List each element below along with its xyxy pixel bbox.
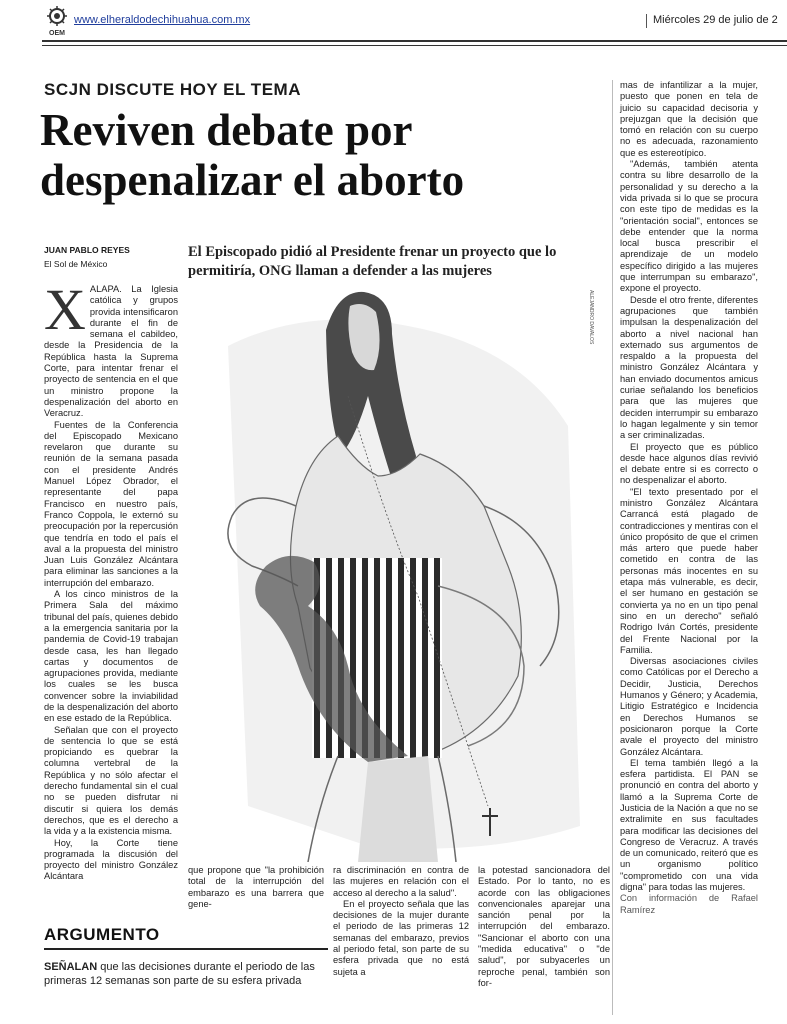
byline-outlet: El Sol de México — [44, 259, 108, 269]
paragraph: "El texto presentado por el ministro González Alcántara Carrancá está plagado de contradicciones y mentiras con el único propósito de que el crimen más artero que puede haber cometido en contra de las personas más inocentes en su etapa más vulnerable, es decir, el ser humano en gestación se convierta ya no en un tipo penal sino en un derecho" señaló Rodrigo Iván Cortés, presidente del Frente Nacional por la Familia. — [620, 486, 758, 655]
paragraph: "Además, también atenta contra su libre desarrollo de la personalidad y su derecho a la vida privada si lo que se procura con este tipo de medidas es la "orientación social", entonces se debe entender que la norma local busca prescribir el aprendizaje de un modelo específico dirigido a las mujeres que interrumpan su embarazo", expone el proyecto. — [620, 159, 758, 294]
argument-lead: SEÑALAN — [44, 961, 98, 973]
site-url-link[interactable]: www.elheraldodechihuahua.com.mx — [74, 14, 251, 26]
svg-text:OEM: OEM — [49, 30, 65, 36]
paragraph: Desde el otro frente, diferentes agrupaciones que también impulsan la despenalización del aborto a nivel nacional han externado sus argumentos de respaldo a la propuesta del ministro González Alcántara y han enviado documentos amicus curiae señalando los beneficios para que las mujeres que deciden interrumpir su embarazo lo hagan legalmente y sin temor a ser criminalizadas. — [620, 294, 758, 441]
paragraph: El tema también llegó a la esfera partidista. El PAN se pronunció en contra del aborto y llamó a la Suprema Corte de Justicia de la Nación a que no se extralimite en sus facultades para modificar las decisiones del Congreso de Veracruz. A través de un comunicado, reiteró que es un organismo político "comprometido con una vida digna" para todas las mujeres. — [620, 757, 758, 893]
paragraph: Fuentes de la Conferencia del Episcopado Mexicano revelaron que durante su reunión de la semana pasada con el presidente Andrés Manuel López Obrador, el representante del papa Francisco en nuestro país, Franco Coppola, le externó su preocupación por la repercusión que tendría en todo el país el aval a la propuesta del ministro Juan Luis González Alcántara para eliminar las sanciones a la interrupción del embarazo. — [44, 419, 178, 588]
paragraph: mas de infantilizar a la mujer, puesto que ponen en tela de juicio su capacidad decisoria y prejuzgan que la decisión que tomó en relación con su cuerpo no es adecuada, razonamiento que es estereotípico. — [620, 80, 758, 158]
article-deck: El Episcopado pidió al Presidente frenar un proyecto que lo permitiría, ONG llaman a defender a las mujeres — [188, 244, 557, 279]
paragraph: ALAPA. La Iglesia católica y grupos provida intensificaron durante el fin de semana el cabildeo, desde la Presidencia de la República hasta la Suprema Corte, para intentar frenar el proyecto de sentencia en el que un ministro propone la despenalización del aborto en Veracruz. — [44, 284, 178, 419]
contributor-credit: Con información de Rafael Ramírez — [620, 893, 758, 915]
oem-logo — [44, 6, 70, 36]
paragraph: A los cinco ministros de la Primera Sala del máximo tribunal del país, quienes debido a la emergencia sanitaria por la pandemia de Covid-19 trabajan desde casa, les han llegado cartas y documentos de agrupaciones provida, mediante los cuales se les busca convencer sobre la inviabilidad de la despenalización del aborto en ese estado de la República. — [44, 589, 178, 724]
column-divider — [612, 80, 613, 1015]
argument-rule — [44, 948, 328, 950]
paragraph: En el proyecto señala que las decisiones de la mujer durante el periodo de las primeras 12 semanas del embarazo, previos al periodo fetal, son parte de su esfera privada que no está sujeta a — [333, 898, 469, 977]
header-rule-top — [42, 40, 787, 42]
argument-body: que las decisiones durante el periodo de las primeras 12 semanas son parte de su esfera privada — [44, 961, 315, 987]
paragraph: Diversas asociaciones civiles como Católicas por el Derecho a Decidir, Justicia, Derechos Humanos y Género; y Academia, Litigio Estratégico e Incidencia en Derechos Humanos se posicionaron porque la Corte avale el proyecto del ministro González Alcántara. — [620, 656, 758, 757]
paragraph: ra discriminación en contra de las mujeres en relación con el acceso al derecho a la salud". — [333, 865, 469, 898]
article-column-3 — [333, 865, 469, 978]
illustration-credit: ALEJANDRO DAVALOS — [588, 290, 594, 345]
page-header — [0, 0, 787, 40]
byline-author: JUAN PABLO REYES — [44, 245, 130, 255]
abortion-debate-illustration — [188, 286, 600, 862]
drop-cap: X — [44, 277, 86, 342]
article-column-1 — [44, 277, 178, 883]
paragraph: que propone que "la prohibición total de la interrupción del embarazo es una barrera que gene- — [188, 865, 324, 909]
article-column-4 — [478, 865, 610, 989]
article-column-5 — [620, 80, 758, 916]
paragraph: Hoy, la Corte tiene programada la discusión del proyecto del ministro González Alcántara — [44, 837, 178, 882]
argument-title: ARGUMENTO — [44, 925, 160, 944]
paragraph: Señalan que con el proyecto de sentencia lo que se está propiciando es quebrar la columna vertebral de la República y no sólo afectar el derecho fundamental sin el cual no se pueden disfrutar ni discutir si quiera los demás derechos, que es el derecho a la vida y a la existencia misma. — [44, 724, 178, 837]
article-headline: Reviven debate por despenalizar el aborto — [40, 105, 465, 205]
article-kicker: SCJN DISCUTE HOY EL TEMA — [44, 80, 301, 99]
argument-text — [44, 960, 330, 988]
paragraph: El proyecto que es público desde hace algunos días revivió el debate entre si es correcto o no despenalizar el aborto. — [620, 441, 758, 486]
paragraph: la potestad sancionadora del Estado. Por lo tanto, no es acorde con las obligaciones convencionales aparejar una sanción penal por la interrupción del embarazo. "Sancionar el aborto con una "medida educativa" o "de salud", por subyacerles un reproche penal, también son for- — [478, 865, 610, 988]
date-divider — [646, 14, 647, 28]
header-rule-bottom — [42, 45, 787, 46]
article-column-2 — [188, 865, 324, 910]
publication-date: Miércoles 29 de julio de 2 — [653, 14, 778, 26]
